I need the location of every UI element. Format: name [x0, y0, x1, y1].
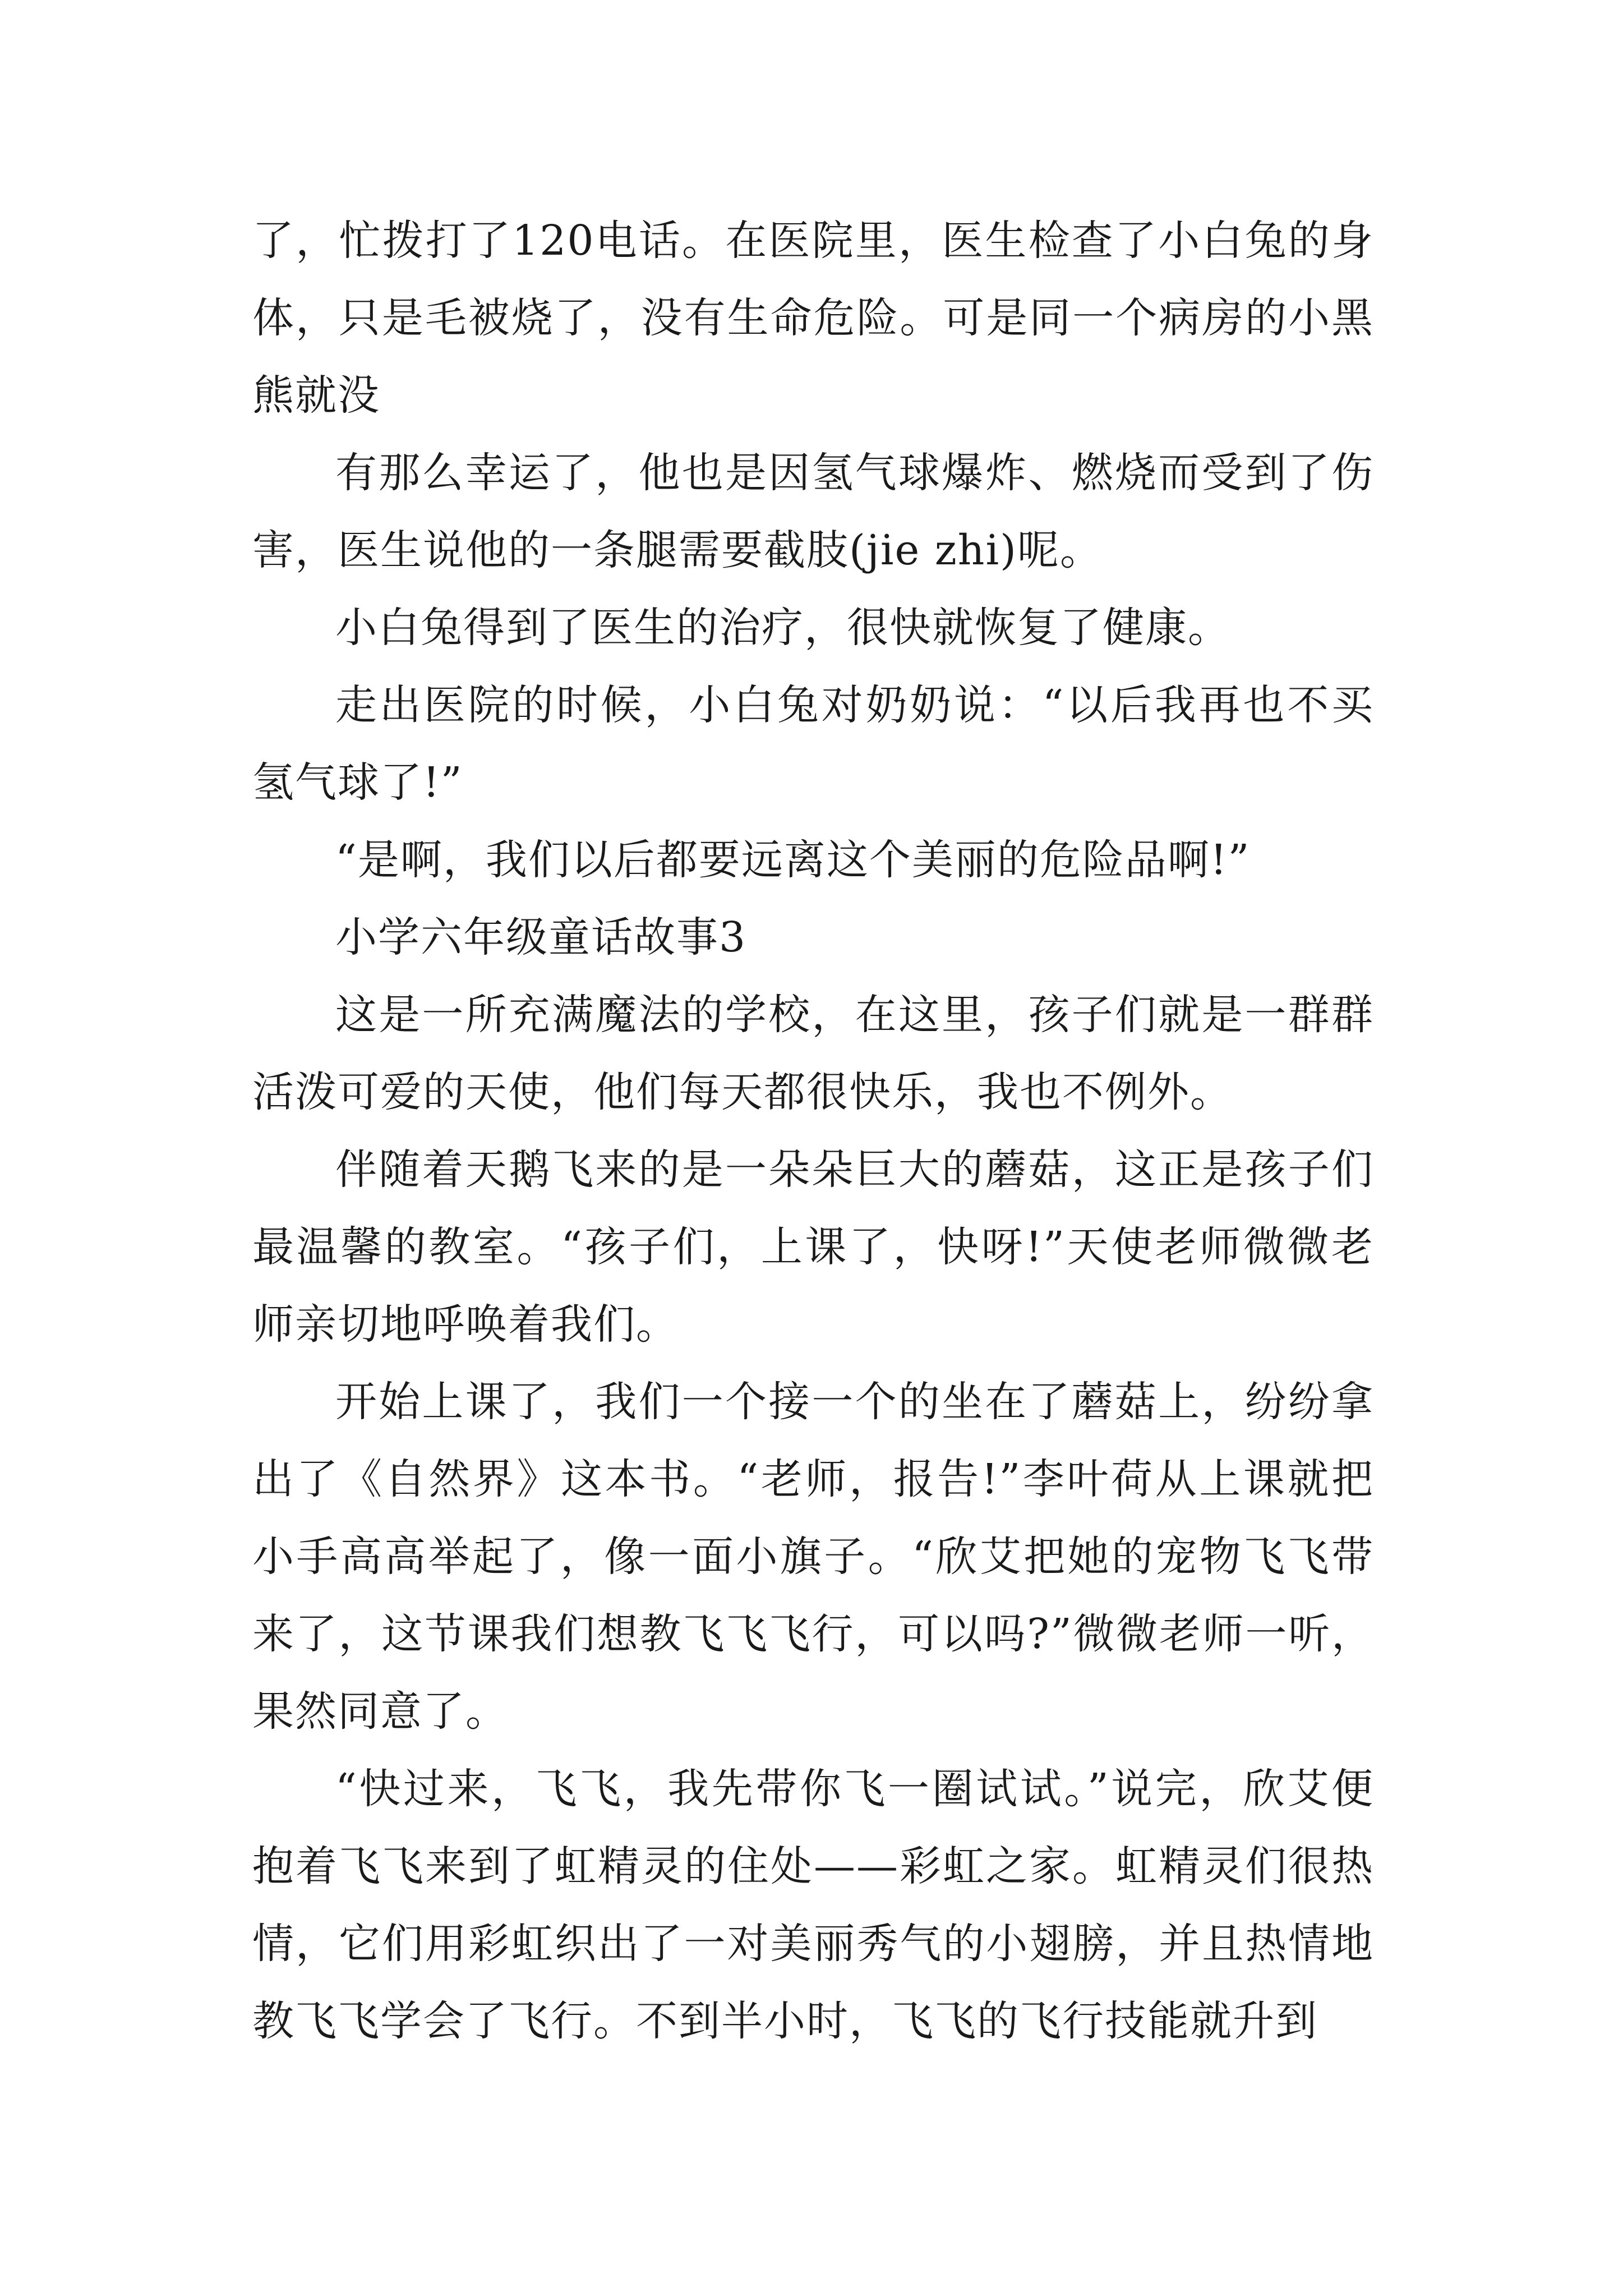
paragraph: 走出医院的时候，小白兔对奶奶说：“以后我再也不买氢气球了!” — [252, 681, 1374, 807]
paragraph: 开始上课了，我们一个接一个的坐在了蘑菇上，纷纷拿出了《自然界》这本书。“老师，报告!”李叶荷从上课就把小手高高举起了，像一面小旗子。“欣艾把她的宠物飞飞带来了，这节课我们想教飞飞飞行，可以吗?”微微老师一听，果然同意了。 — [252, 1378, 1374, 1736]
paragraph: 这是一所充满魔法的学校，在这里，孩子们就是一群群活泼可爱的天使，他们每天都很快乐，我也不例外。 — [252, 991, 1374, 1116]
paragraph: 伴随着天鹅飞来的是一朵朵巨大的蘑菇，这正是孩子们最温馨的教室。“孩子们，上课了，快呀!”天使老师微微老师亲切地呼唤着我们。 — [252, 1145, 1374, 1349]
paragraph: 小白兔得到了医生的治疗，很快就恢复了健康。 — [335, 604, 1230, 652]
section-heading: 小学六年级童话故事3 — [335, 913, 747, 961]
document-body — [252, 202, 1374, 2060]
paragraph: “是啊，我们以后都要远离这个美丽的危险品啊!” — [335, 836, 1251, 884]
paragraph-continuation: 了，忙拨打了120电话。在医院里，医生检查了小白兔的身体，只是毛被烧了，没有生命危险。可是同一个病房的小黑熊就没 — [252, 217, 1374, 420]
paragraph: 有那么幸运了，他也是因氢气球爆炸、燃烧而受到了伤害，医生说他的一条腿需要截肢(jie zhi)呢。 — [252, 449, 1374, 574]
paragraph: “快过来，飞飞，我先带你飞一圈试试。”说完，欣艾便抱着飞飞来到了虹精灵的住处——彩虹之家。虹精灵们很热情，它们用彩虹织出了一对美丽秀气的小翅膀，并且热情地教飞飞学会了飞行。不到半小时，飞飞的飞行技能就升到 — [252, 1765, 1374, 2045]
